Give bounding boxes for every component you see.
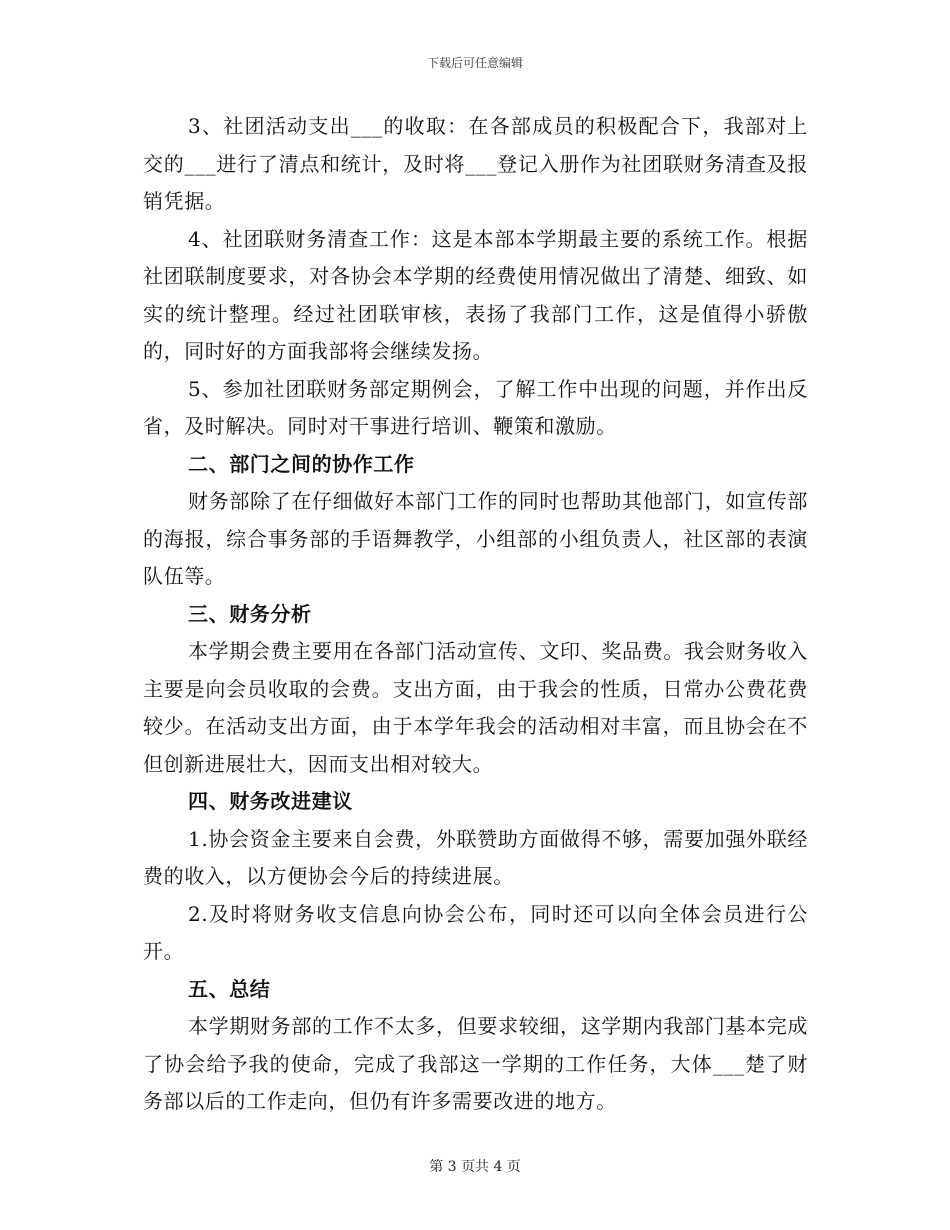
section-heading-summary: 五、总结 [188, 976, 271, 1001]
page-header: 下载后可任意编辑 [426, 56, 523, 70]
paragraph-item-3: 3、社团活动支出___的收取：在各部成员的积极配合下，我部对上交的___进行了清点和统计，及时将___登记入册作为社团联财务清查及报销凭据。 [143, 114, 808, 213]
paragraph-item-4: 4、社团联财务清查工作：这是本部本学期最主要的系统工作。根据社团联制度要求，对各协会本学期的经费使用情况做出了清楚、细致、如实的统计整理。经过社团联审核，表扬了我部门工作，这是值得小骄傲的，同时好的方面我部将会继续发扬。 [143, 226, 808, 363]
section-heading-analysis: 三、财务分析 [188, 601, 312, 626]
paragraph-suggestion-2: 2.及时将财务收支信息向协会公布，同时还可以向全体会员进行公开。 [143, 901, 808, 963]
paragraph-suggestion-1: 1.协会资金主要来自会费，外联赞助方面做得不够，需要加强外联经费的收入，以方便协会今后的持续进展。 [143, 826, 808, 888]
paragraph-summary: 本学期财务部的工作不太多，但要求较细，这学期内我部门基本完成了协会给予我的使命，完成了我部这一学期的工作任务，大体___楚了财务部以后的工作走向，但仍有许多需要改进的地方。 [143, 1014, 808, 1113]
page-footer: 第 3 页共 4 页 [429, 1159, 521, 1175]
document-body [143, 108, 808, 1121]
paragraph-collaboration: 财务部除了在仔细做好本部门工作的同时也帮助其他部门，如宣传部的海报，综合事务部的手语舞教学，小组部的小组负责人，社区部的表演队伍等。 [143, 489, 808, 588]
section-heading-collaboration: 二、部门之间的协作工作 [188, 451, 415, 476]
paragraph-item-5: 5、参加社团联财务部定期例会，了解工作中出现的问题，并作出反省，及时解决。同时对干事进行培训、鞭策和激励。 [143, 376, 808, 438]
paragraph-analysis: 本学期会费主要用在各部门活动宣传、文印、奖品费。我会财务收入主要是向会员收取的会费。支出方面，由于我会的性质，日常办公费花费较少。在活动支出方面，由于本学年我会的活动相对丰富，而且协会在不但创新进展壮大，因而支出相对较大。 [143, 639, 808, 776]
section-heading-suggestions: 四、财务改进建议 [188, 789, 353, 813]
